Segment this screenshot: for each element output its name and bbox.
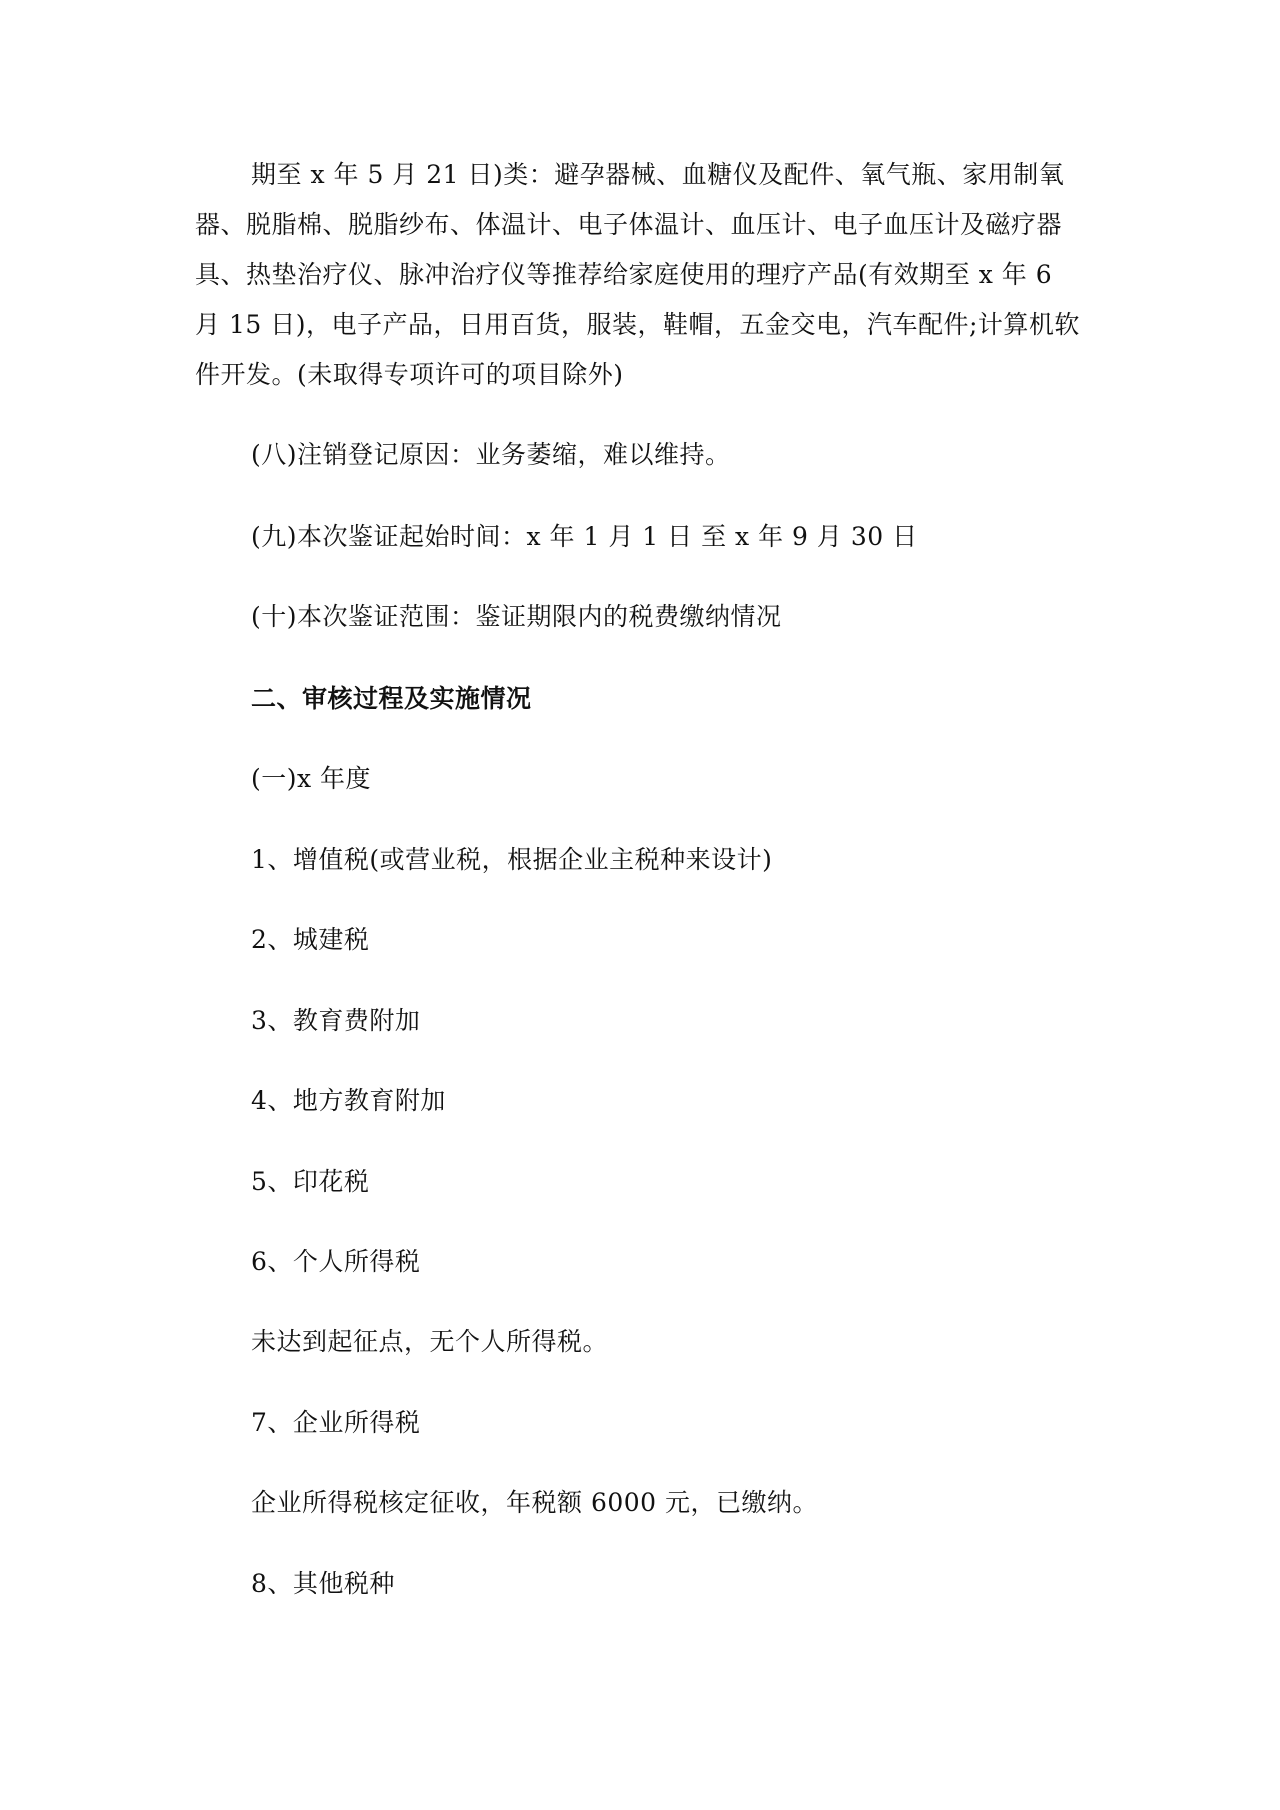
tax-item-education-surcharge: 3、教育费附加 xyxy=(251,1006,421,1035)
subsection-year: (一)x 年度 xyxy=(251,764,372,793)
section-heading: 二、审核过程及实施情况 xyxy=(251,684,532,713)
corporate-tax-note: 企业所得税核定征收，年税额 6000 元，已缴纳。 xyxy=(251,1488,819,1517)
tax-item-stamp-duty: 5、印花税 xyxy=(251,1167,370,1196)
tax-item-personal-income: 6、个人所得税 xyxy=(251,1247,421,1276)
tax-item-other: 8、其他税种 xyxy=(251,1569,395,1598)
tax-item-corporate-income: 7、企业所得税 xyxy=(251,1408,421,1437)
verification-period-item: (九)本次鉴证起始时间：x 年 1 月 1 日 至 x 年 9 月 30 日 xyxy=(251,522,918,551)
tax-item-vat: 1、增值税(或营业税，根据企业主税种来设计) xyxy=(251,845,773,874)
cancellation-reason-item: (八)注销登记原因：业务萎缩，难以维持。 xyxy=(251,440,731,469)
verification-scope-item: (十)本次鉴证范围：鉴证期限内的税费缴纳情况 xyxy=(251,602,782,631)
personal-tax-note: 未达到起征点，无个人所得税。 xyxy=(251,1327,609,1356)
tax-item-urban-construction: 2、城建税 xyxy=(251,925,370,954)
scope-continuation-paragraph: 期至 x 年 5 月 21 日)类：避孕器械、血糖仪及配件、氧气瓶、家用制氧器、脱脂棉、脱脂纱布、体温计、电子体温计、血压计、电子血压计及磁疗器具、热垫治疗仪、脉冲治疗仪等推荐给家庭使用的理疗产品(有效期至 x 年 6 月 15 日)，电子产品，日用百货，服装，鞋帽，五金交电，汽车配件;计算机软件开发。(未取得专项许可的项目除外) xyxy=(195,160,1080,389)
tax-item-local-education-surcharge: 4、地方教育附加 xyxy=(251,1086,446,1115)
